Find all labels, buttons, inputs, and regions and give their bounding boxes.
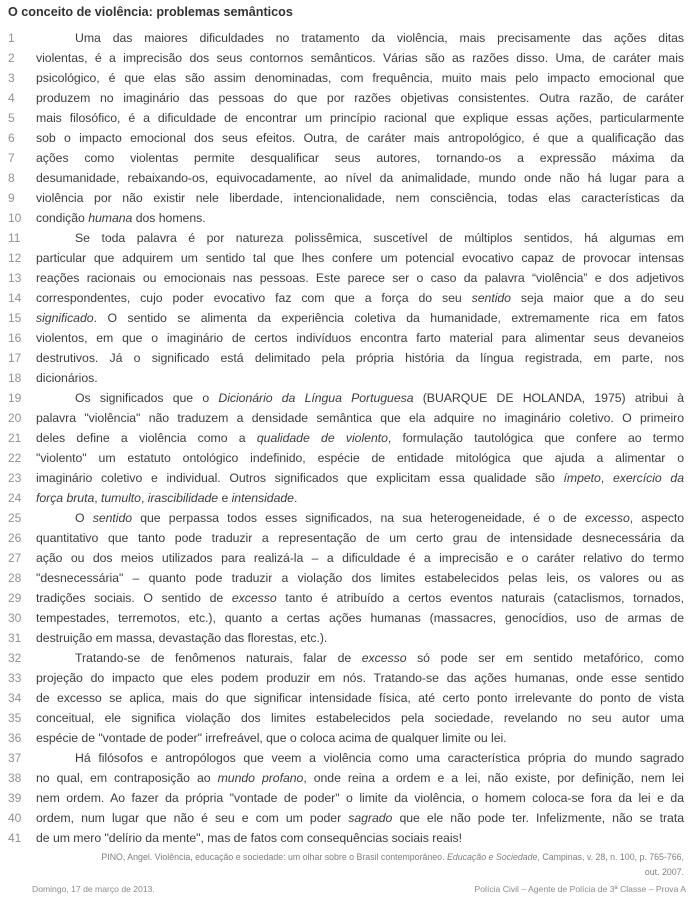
italic-term: significado xyxy=(36,311,94,325)
line-text: espécie de "vontade de poder" irrefreável, que o coloca acima de qualquer limite ou lei. xyxy=(36,731,507,745)
line-number: 39 xyxy=(8,791,22,805)
line-number: 26 xyxy=(8,531,22,545)
text-line xyxy=(8,88,684,108)
italic-term: excesso xyxy=(361,651,407,665)
line-number: 34 xyxy=(8,691,22,705)
line-text: quantitativo que tanto pode traduzir a representação de um certo grau de intensidade desnecessária da xyxy=(36,531,684,545)
line-text: Os significados que o Dicionário da Língua Portuguesa (BUARQUE DE HOLANDA, 1975) atribui à xyxy=(75,391,684,405)
text-line xyxy=(8,648,684,668)
line-number: 2 xyxy=(8,51,15,65)
line-number: 1 xyxy=(8,31,15,45)
line-number: 7 xyxy=(8,151,15,165)
line-text: destruição em massa, devastação das florestas, etc.). xyxy=(36,631,328,645)
line-number: 19 xyxy=(8,391,22,405)
text-line xyxy=(8,168,684,188)
line-number: 13 xyxy=(8,271,22,285)
citation-journal: Educação e Sociedade xyxy=(446,852,538,862)
line-number: 20 xyxy=(8,411,22,425)
line-text: palavra "violência" não traduzem a densidade semântica que ela adquire no imaginário coletivo. O primeiro xyxy=(36,411,684,425)
text-line xyxy=(8,728,684,748)
line-number: 27 xyxy=(8,551,22,565)
italic-term: tumulto xyxy=(100,491,141,505)
line-text: mais filosófico, é a dificuldade de encontrar um princípio racional que explique essas ações, particularmente xyxy=(36,111,684,125)
italic-term: qualidade de violento xyxy=(256,431,388,445)
text-line xyxy=(8,48,684,68)
line-number: 8 xyxy=(8,171,15,185)
text-line xyxy=(8,248,684,268)
italic-term: exercício da xyxy=(612,471,684,485)
citation xyxy=(8,850,684,880)
italic-term: excesso xyxy=(584,511,630,525)
italic-term: intensidade xyxy=(231,491,294,505)
line-text: conceitual, ele significa violação dos limites estabelecidos pela sociedade, revelando no seu autor uma xyxy=(36,711,684,725)
line-number: 21 xyxy=(8,431,22,445)
footer-exam-title: Polícia Civil – Agente de Polícia de 3ª Classe – Prova A xyxy=(474,884,686,894)
text-line xyxy=(8,28,684,48)
line-number: 28 xyxy=(8,571,22,585)
line-text: ordem, num lugar que não é seu e com um poder sagrado que ele não pode ter. Infelizmente, não se trata xyxy=(36,811,685,825)
line-number: 32 xyxy=(8,651,22,665)
text-line xyxy=(8,268,684,288)
line-text: no qual, em contraposição ao mundo profano, onde reina a ordem e a lei, não existe, por definição, nem lei xyxy=(36,771,684,785)
line-number: 3 xyxy=(8,71,15,85)
citation-text-end: , Campinas, v. 28, n. 100, p. 765-766, xyxy=(537,852,684,862)
line-text: destrutivos. Já o significado está delimitado pela própria história da língua registrada, em parte, nos xyxy=(36,351,684,365)
text-line xyxy=(8,388,684,408)
line-text: tradições sociais. O sentido de excesso tanto é atribuído a certos eventos naturais (cataclismos, tornados, xyxy=(36,591,684,605)
line-number: 11 xyxy=(8,231,21,245)
text-line xyxy=(8,428,684,448)
text-line xyxy=(8,68,684,88)
line-number: 37 xyxy=(8,751,22,765)
text-line xyxy=(8,448,684,468)
text-line xyxy=(8,288,684,308)
text-line xyxy=(8,468,684,488)
line-number: 23 xyxy=(8,471,22,485)
line-text: Se toda palavra é por natureza polissêmica, suscetível de múltiplos sentidos, há algumas em xyxy=(75,231,684,245)
text-line xyxy=(8,788,684,808)
text-line xyxy=(8,328,684,348)
text-line xyxy=(8,348,684,368)
line-text: de excesso se aplica, mais do que significar intensidade física, até certo ponto irrelevante do ponto de vista xyxy=(36,691,684,705)
line-text: reações racionais ou emocionais nas pessoas. Este parece ser o caso da palavra “violência” e dos adjetivos xyxy=(36,271,684,285)
text-line xyxy=(8,148,684,168)
line-number: 33 xyxy=(8,671,22,685)
text-line xyxy=(8,768,684,788)
text-line xyxy=(8,808,684,828)
italic-term: Dicionário da Língua Portuguesa xyxy=(218,391,414,405)
text-line xyxy=(8,828,684,848)
line-text: projeção do impacto que eles podem produzir em nós. Tratando-se das ações humanas, onde esse sentido xyxy=(36,671,684,685)
line-text: "desnecessária" – quanto pode traduzir a violação dos limites estabelecidos pelas leis, os valores ou as xyxy=(36,571,684,585)
citation-line1 xyxy=(8,850,684,865)
line-text: nem ordem. Ao fazer da própria "vontade de poder" o limite da violência, o homem coloca-se fora da lei e da xyxy=(36,791,684,805)
text-line xyxy=(8,528,684,548)
line-text: O sentido que perpassa todos esses significados, na sua heterogeneidade, é o de excesso, aspecto xyxy=(75,511,685,525)
line-text: "violento" um estatuto ontológico indefinido, espécie de entidade mitológica que ajuda a alimentar o xyxy=(36,451,684,465)
page-title: O conceito de violência: problemas semânticos xyxy=(8,5,293,19)
line-text: Tratando-se de fenômenos naturais, falar de excesso só pode ser em sentido metafórico, como xyxy=(75,651,684,665)
line-number: 4 xyxy=(8,91,15,105)
line-number: 41 xyxy=(8,831,22,845)
line-text: particular que adquirem um sentido tal que lhes confere um potencial evocativo capaz de provocar intensas xyxy=(36,251,684,265)
italic-term: força bruta xyxy=(36,491,95,505)
line-text: ações como violentas permite desqualificar seus autores, tornando-os a expressão máxima da xyxy=(36,151,684,165)
text-line xyxy=(8,628,684,648)
line-text: dicionários. xyxy=(36,371,98,385)
italic-term: ímpeto xyxy=(563,471,601,485)
text-line xyxy=(8,608,684,628)
text-line xyxy=(8,708,684,728)
line-text: significado. O sentido se alimenta da experiência coletiva da humanidade, extremamente rica em fatos xyxy=(36,311,684,325)
text-line xyxy=(8,688,684,708)
line-text: correspondentes, cujo poder evocativo faz com que a força do seu sentido seja maior que a do seu xyxy=(36,291,684,305)
line-text: violentos, em que o imaginário de certos indivíduos encontra farto material para alimentar seus devaneios xyxy=(36,331,684,345)
line-number: 15 xyxy=(8,311,22,325)
text-line xyxy=(8,128,684,148)
line-text: violência por não existir nele liberdade, intencionalidade, nem consciência, todas elas características da xyxy=(36,191,684,205)
line-text: Há filósofos e antropólogos que veem a violência como uma característica própria do mundo sagrado xyxy=(75,751,684,765)
line-number: 36 xyxy=(8,731,22,745)
line-number: 22 xyxy=(8,451,22,465)
text-line xyxy=(8,588,684,608)
italic-term: excesso xyxy=(231,591,277,605)
citation-text-start: PINO, Angel. Violência, educação e sociedade: um olhar sobre o Brasil contemporâneo. xyxy=(101,852,447,862)
line-text: força bruta, tumulto, irascibilidade e intensidade. xyxy=(36,491,298,505)
line-number: 5 xyxy=(8,111,15,125)
text-line xyxy=(8,308,684,328)
line-number: 9 xyxy=(8,191,15,205)
text-line xyxy=(8,748,684,768)
italic-term: irascibilidade xyxy=(147,491,219,505)
line-text: violentas, é a imprecisão dos seus contornos semânticos. Várias são as razões disso. Uma, de caráter mais xyxy=(36,51,684,65)
line-text: psicológico, é que elas são assim denominadas, com frequência, muito mais pelo impacto emocional que xyxy=(36,71,684,85)
text-line xyxy=(8,508,684,528)
line-number: 10 xyxy=(8,211,22,225)
text-line xyxy=(8,548,684,568)
line-number: 40 xyxy=(8,811,22,825)
italic-term: sentido xyxy=(471,291,511,305)
line-number: 29 xyxy=(8,591,22,605)
line-number: 6 xyxy=(8,131,15,145)
line-text: imaginário coletivo e individual. Outros significados que explicitam essa qualidade são ímpeto, exercício da xyxy=(36,471,684,485)
line-number: 35 xyxy=(8,711,22,725)
text-line xyxy=(8,188,684,208)
text-lines xyxy=(8,28,684,848)
line-number: 14 xyxy=(8,291,22,305)
line-number: 12 xyxy=(8,251,22,265)
line-number: 25 xyxy=(8,511,22,525)
text-line xyxy=(8,408,684,428)
line-text: deles define a violência como a qualidade de violento, formulação tautológica que confere ao termo xyxy=(36,431,684,445)
page-footer xyxy=(32,884,686,894)
italic-term: humana xyxy=(88,211,133,225)
line-text: ação ou dos meios utilizados para realizá-la – a dificuldade é a imprecisão e o caráter relativo do termo xyxy=(36,551,684,565)
text-line xyxy=(8,668,684,688)
text-line xyxy=(8,368,684,388)
text-line xyxy=(8,228,684,248)
line-number: 16 xyxy=(8,331,22,345)
line-text: Uma das maiores dificuldades no tratamento da violência, mais precisamente das ações ditas xyxy=(75,31,684,45)
line-text: tempestades, terremotos, etc.), quanto a certas ações humanas (massacres, genocídios, uso de armas de xyxy=(36,611,684,625)
text-line xyxy=(8,488,684,508)
line-text: sob o impacto emocional dos seus efeitos. Outra, de caráter mais antropológico, é que a qualificação das xyxy=(36,131,684,145)
citation-line2: out. 2007. xyxy=(644,867,684,877)
text-line xyxy=(8,108,684,128)
text-line xyxy=(8,208,684,228)
line-number: 17 xyxy=(8,351,22,365)
line-number: 31 xyxy=(8,631,22,645)
line-text: produzem no imaginário das pessoas do que por razões objetivas consistentes. Outra razão, de caráter xyxy=(36,91,684,105)
text-line xyxy=(8,568,684,588)
italic-term: sagrado xyxy=(348,811,393,825)
line-text: condição humana dos homens. xyxy=(36,211,206,225)
line-number: 30 xyxy=(8,611,22,625)
italic-term: sentido xyxy=(92,511,133,525)
line-text: desumanidade, rebaixando-os, equivocadamente, ao nível da animalidade, mundo onde não há lugar para a xyxy=(36,171,684,185)
line-number: 18 xyxy=(8,371,22,385)
footer-date: Domingo, 17 de março de 2013. xyxy=(32,884,155,894)
line-text: de um mero "delírio da mente", mas de fatos com consequências sociais reais! xyxy=(36,831,462,845)
line-number: 24 xyxy=(8,491,22,505)
italic-term: mundo profano xyxy=(217,771,304,785)
line-number: 38 xyxy=(8,771,22,785)
